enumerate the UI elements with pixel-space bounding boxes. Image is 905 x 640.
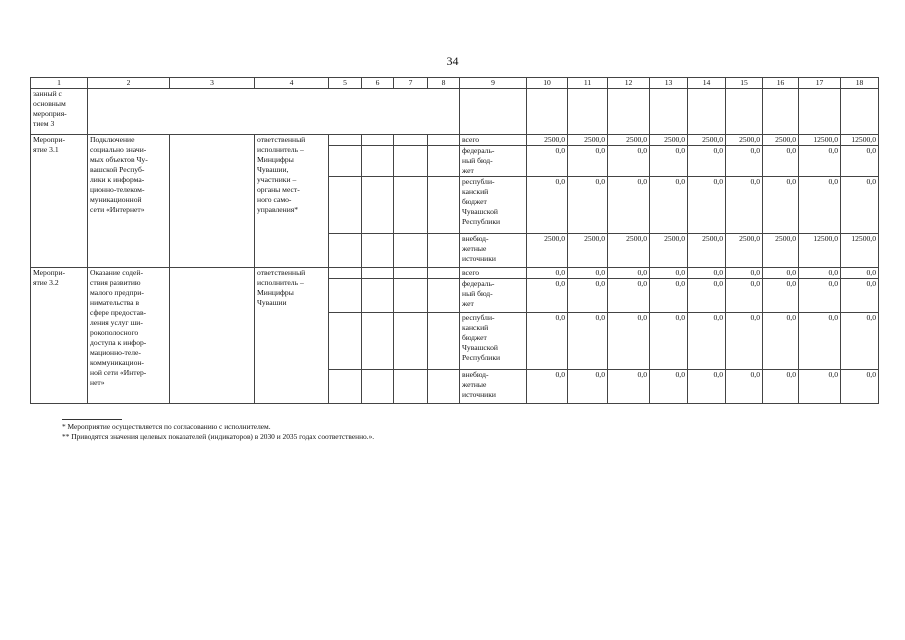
footnote: * Мероприятие осуществляется по согласованию с исполнителем. <box>62 422 271 431</box>
value-cell: 0,0 <box>799 177 841 234</box>
page-number: 34 <box>446 54 459 68</box>
value-cell: 12500,0 <box>841 234 879 268</box>
value-cell: 0,0 <box>527 268 568 279</box>
funding-source: республи- канский бюджет Чувашской Республики <box>460 313 527 370</box>
value-cell: 0,0 <box>726 146 763 177</box>
value-cell: 0,0 <box>763 279 799 313</box>
value-cell: 0,0 <box>608 268 650 279</box>
empty-cell <box>329 313 362 370</box>
funding-source: федераль- ный бюд- жет <box>460 146 527 177</box>
value-cell: 0,0 <box>726 279 763 313</box>
header-cell: 6 <box>362 78 394 89</box>
value-cell: 0,0 <box>841 146 879 177</box>
header-cell: 4 <box>255 78 329 89</box>
value-cell: 0,0 <box>568 313 608 370</box>
value-cell: 2500,0 <box>650 135 688 146</box>
empty-cell <box>394 313 428 370</box>
value-cell: 0,0 <box>688 146 726 177</box>
empty-cell <box>428 234 460 268</box>
value-cell: 0,0 <box>650 313 688 370</box>
value-cell: 0,0 <box>726 313 763 370</box>
empty-cell <box>394 177 428 234</box>
value-cell: 12500,0 <box>799 234 841 268</box>
empty-cell <box>362 177 394 234</box>
value-cell: 0,0 <box>568 177 608 234</box>
header-cell: 9 <box>460 78 527 89</box>
empty-cell <box>428 313 460 370</box>
value-cell: 2500,0 <box>527 135 568 146</box>
header-cell: 14 <box>688 78 726 89</box>
value-cell: 0,0 <box>763 268 799 279</box>
value-cell: 0,0 <box>650 279 688 313</box>
value-cell: 2500,0 <box>527 234 568 268</box>
empty-cell <box>170 268 255 404</box>
value-cell: 0,0 <box>608 313 650 370</box>
funding-source: внебюд- жетные источники <box>460 234 527 268</box>
header-cell: 2 <box>88 78 170 89</box>
empty-cell <box>394 234 428 268</box>
empty-cell <box>362 313 394 370</box>
value-cell: 0,0 <box>726 177 763 234</box>
empty-cell <box>460 89 527 135</box>
continuation-cell: занный с основным мероприя- тием 3 <box>31 89 88 135</box>
empty-cell <box>329 177 362 234</box>
value-cell: 0,0 <box>688 370 726 404</box>
empty-cell <box>428 146 460 177</box>
value-cell: 12500,0 <box>799 135 841 146</box>
value-cell: 0,0 <box>650 146 688 177</box>
table-row <box>31 135 879 146</box>
value-cell: 0,0 <box>527 146 568 177</box>
value-cell: 2500,0 <box>763 234 799 268</box>
header-cell: 10 <box>527 78 568 89</box>
empty-cell <box>650 89 688 135</box>
empty-cell <box>394 146 428 177</box>
footnote: ** Приводятся значения целевых показателей (индикаторов) в 2030 и 2035 годах соответственно.». <box>62 432 375 441</box>
empty-cell <box>329 135 362 146</box>
header-cell: 3 <box>170 78 255 89</box>
header-cell: 8 <box>428 78 460 89</box>
empty-cell <box>428 177 460 234</box>
value-cell: 0,0 <box>527 370 568 404</box>
value-cell: 0,0 <box>688 313 726 370</box>
footnotes <box>62 422 842 442</box>
value-cell: 0,0 <box>650 268 688 279</box>
value-cell: 0,0 <box>726 268 763 279</box>
value-cell: 0,0 <box>688 279 726 313</box>
value-cell: 0,0 <box>568 370 608 404</box>
budget-table <box>30 77 879 404</box>
empty-cell <box>428 370 460 404</box>
empty-cell <box>329 268 362 279</box>
empty-cell <box>170 135 255 268</box>
empty-cell <box>394 135 428 146</box>
value-cell: 0,0 <box>841 370 879 404</box>
empty-cell <box>527 89 568 135</box>
activity-label: Меропри- ятие 3.2 <box>31 268 88 404</box>
header-cell: 15 <box>726 78 763 89</box>
continuation-row <box>31 89 879 135</box>
value-cell: 0,0 <box>841 313 879 370</box>
funding-source: федераль- ный бюд- жет <box>460 279 527 313</box>
value-cell: 0,0 <box>568 146 608 177</box>
value-cell: 2500,0 <box>608 234 650 268</box>
empty-cell <box>394 370 428 404</box>
header-cell: 12 <box>608 78 650 89</box>
empty-cell <box>362 279 394 313</box>
empty-cell <box>763 89 799 135</box>
funding-source: всего <box>460 135 527 146</box>
value-cell: 0,0 <box>608 279 650 313</box>
empty-cell <box>329 146 362 177</box>
value-cell: 0,0 <box>608 146 650 177</box>
empty-cell <box>688 89 726 135</box>
value-cell: 2500,0 <box>763 135 799 146</box>
value-cell: 2500,0 <box>568 234 608 268</box>
value-cell: 0,0 <box>608 177 650 234</box>
empty-cell <box>329 234 362 268</box>
value-cell: 2500,0 <box>726 234 763 268</box>
value-cell: 2500,0 <box>688 135 726 146</box>
value-cell: 2500,0 <box>568 135 608 146</box>
value-cell: 0,0 <box>841 268 879 279</box>
header-cell: 17 <box>799 78 841 89</box>
empty-cell <box>428 279 460 313</box>
empty-cell <box>428 135 460 146</box>
value-cell: 0,0 <box>688 177 726 234</box>
value-cell: 0,0 <box>568 279 608 313</box>
value-cell: 0,0 <box>688 268 726 279</box>
empty-cell <box>394 268 428 279</box>
value-cell: 2500,0 <box>726 135 763 146</box>
empty-cell <box>726 89 763 135</box>
value-cell: 0,0 <box>799 370 841 404</box>
header-cell: 7 <box>394 78 428 89</box>
empty-cell <box>362 135 394 146</box>
activity-description: Подключение социально значи- мых объектов Чу- вашской Респуб- лики к информа- ционно-телеком- муникационной сети «Интернет» <box>88 135 170 268</box>
empty-cell <box>608 89 650 135</box>
value-cell: 0,0 <box>650 370 688 404</box>
value-cell: 2500,0 <box>650 234 688 268</box>
value-cell: 0,0 <box>527 177 568 234</box>
empty-cell <box>428 268 460 279</box>
value-cell: 2500,0 <box>608 135 650 146</box>
value-cell: 0,0 <box>841 177 879 234</box>
header-cell: 1 <box>31 78 88 89</box>
header-cell: 11 <box>568 78 608 89</box>
activity-label: Меропри- ятие 3.1 <box>31 135 88 268</box>
value-cell: 2500,0 <box>688 234 726 268</box>
empty-cell <box>362 268 394 279</box>
column-number-row <box>31 78 879 89</box>
header-cell: 13 <box>650 78 688 89</box>
value-cell: 0,0 <box>726 370 763 404</box>
value-cell: 12500,0 <box>841 135 879 146</box>
empty-cell <box>841 89 879 135</box>
value-cell: 0,0 <box>841 279 879 313</box>
header-cell: 18 <box>841 78 879 89</box>
value-cell: 0,0 <box>799 279 841 313</box>
funding-source: внебюд- жетные источники <box>460 370 527 404</box>
value-cell: 0,0 <box>763 146 799 177</box>
value-cell: 0,0 <box>763 177 799 234</box>
value-cell: 0,0 <box>799 268 841 279</box>
funding-source: республи- канский бюджет Чувашской Республики <box>460 177 527 234</box>
value-cell: 0,0 <box>763 313 799 370</box>
empty-cell <box>362 370 394 404</box>
activity-executor: ответственный исполнитель – Минцифры Чувашии <box>255 268 329 404</box>
value-cell: 0,0 <box>527 279 568 313</box>
empty-cell <box>568 89 608 135</box>
header-cell: 5 <box>329 78 362 89</box>
activity-description: Оказание содей- ствия развитию малого предпри- нимательства в сфере предостав- ления услуг ши- рокополосного доступа к инфор- мационно-теле- коммуникацион- ной сети «Интер- нет» <box>88 268 170 404</box>
activity-executor: ответственный исполнитель – Минцифры Чувашии, участники – органы мест- ного само- управления* <box>255 135 329 268</box>
empty-cell <box>329 279 362 313</box>
empty-cell <box>88 89 460 135</box>
value-cell: 0,0 <box>763 370 799 404</box>
funding-source: всего <box>460 268 527 279</box>
value-cell: 0,0 <box>799 313 841 370</box>
empty-cell <box>394 279 428 313</box>
value-cell: 0,0 <box>608 370 650 404</box>
value-cell: 0,0 <box>568 268 608 279</box>
value-cell: 0,0 <box>527 313 568 370</box>
empty-cell <box>362 146 394 177</box>
header-cell: 16 <box>763 78 799 89</box>
empty-cell <box>799 89 841 135</box>
footnote-divider <box>62 419 122 420</box>
empty-cell <box>362 234 394 268</box>
value-cell: 0,0 <box>650 177 688 234</box>
empty-cell <box>329 370 362 404</box>
table-row <box>31 268 879 279</box>
value-cell: 0,0 <box>799 146 841 177</box>
